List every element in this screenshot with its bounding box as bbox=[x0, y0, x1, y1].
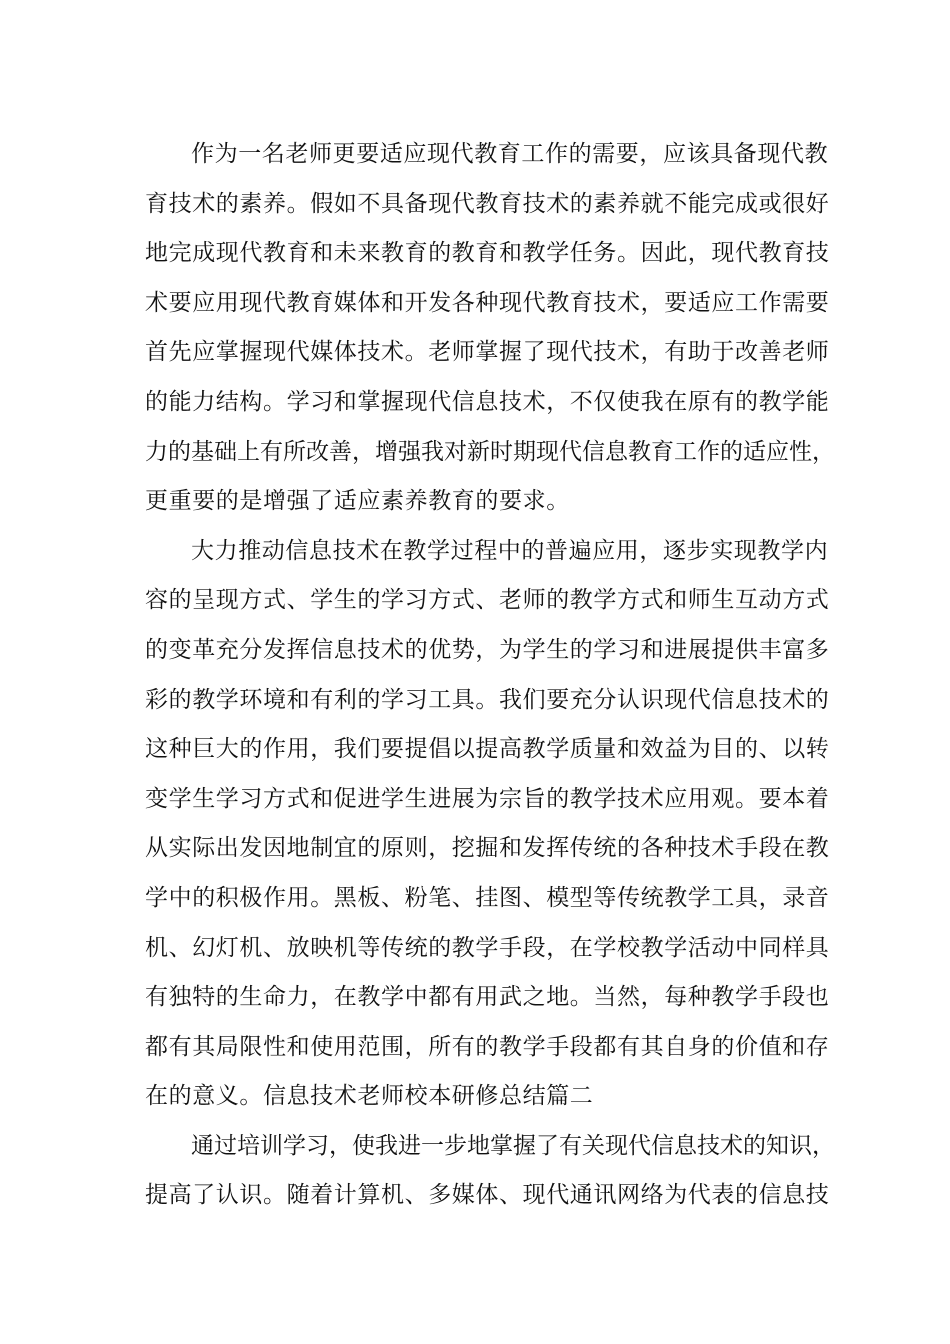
text-line: 提高了认识。随着计算机、多媒体、现代通讯网络为代表的信息技 bbox=[145, 1182, 830, 1209]
text-line: 育技术的素养。假如不具备现代教育技术的素养就不能完成或很好 bbox=[145, 190, 830, 217]
text-line: 大力推动信息技术在教学过程中的普遍应用，逐步实现教学内 bbox=[191, 537, 829, 564]
text-line: 术要应用现代教育媒体和开发各种现代教育技术，要适应工作需要 bbox=[145, 289, 830, 316]
text-line: 容的呈现方式、学生的学习方式、老师的教学方式和师生互动方式 bbox=[145, 587, 830, 614]
text-line: 通过培训学习，使我进一步地掌握了有关现代信息技术的知识， bbox=[191, 1132, 835, 1159]
text-line: 的能力结构。学习和掌握现代信息技术，不仅使我在原有的教学能 bbox=[145, 388, 830, 415]
paragraph-2 bbox=[145, 527, 830, 1122]
text-line: 作为一名老师更要适应现代教育工作的需要，应该具备现代教 bbox=[191, 141, 829, 167]
text-line: 学中的积极作用。黑板、粉笔、挂图、模型等传统教学工具，录音 bbox=[145, 884, 830, 911]
text-line: 变学生学习方式和促进学生进展为宗旨的教学技术应用观。要本着 bbox=[145, 785, 830, 812]
text-line: 在的意义。信息技术老师校本研修总结篇二 bbox=[145, 1083, 594, 1110]
paragraph-3 bbox=[145, 1122, 835, 1221]
text-line: 的变革充分发挥信息技术的优势，为学生的学习和进展提供丰富多 bbox=[145, 636, 830, 663]
text-line: 这种巨大的作用，我们要提倡以提高教学质量和效益为目的、以转 bbox=[145, 736, 830, 763]
text-line: 机、幻灯机、放映机等传统的教学手段，在学校教学活动中同样具 bbox=[145, 934, 830, 961]
text-line: 有独特的生命力，在教学中都有用武之地。当然，每种教学手段也 bbox=[145, 984, 830, 1011]
text-line: 彩的教学环境和有利的学习工具。我们要充分认识现代信息技术的 bbox=[145, 686, 830, 713]
paragraph-1 bbox=[145, 130, 835, 527]
text-line: 更重要的是增强了适应素养教育的要求。 bbox=[145, 488, 570, 515]
text-line: 从实际出发因地制宜的原则，挖掘和发挥传统的各种技术手段在教 bbox=[145, 835, 830, 862]
text-line: 地完成现代教育和未来教育的教育和教学任务。因此，现代教育技 bbox=[145, 240, 830, 267]
text-line: 力的基础上有所改善，增强我对新时期现代信息教育工作的适应性， bbox=[145, 438, 835, 465]
document-body bbox=[145, 130, 835, 1221]
text-line: 首先应掌握现代媒体技术。老师掌握了现代技术，有助于改善老师 bbox=[145, 339, 830, 366]
text-line: 都有其局限性和使用范围，所有的教学手段都有其自身的价值和存 bbox=[145, 1033, 830, 1060]
